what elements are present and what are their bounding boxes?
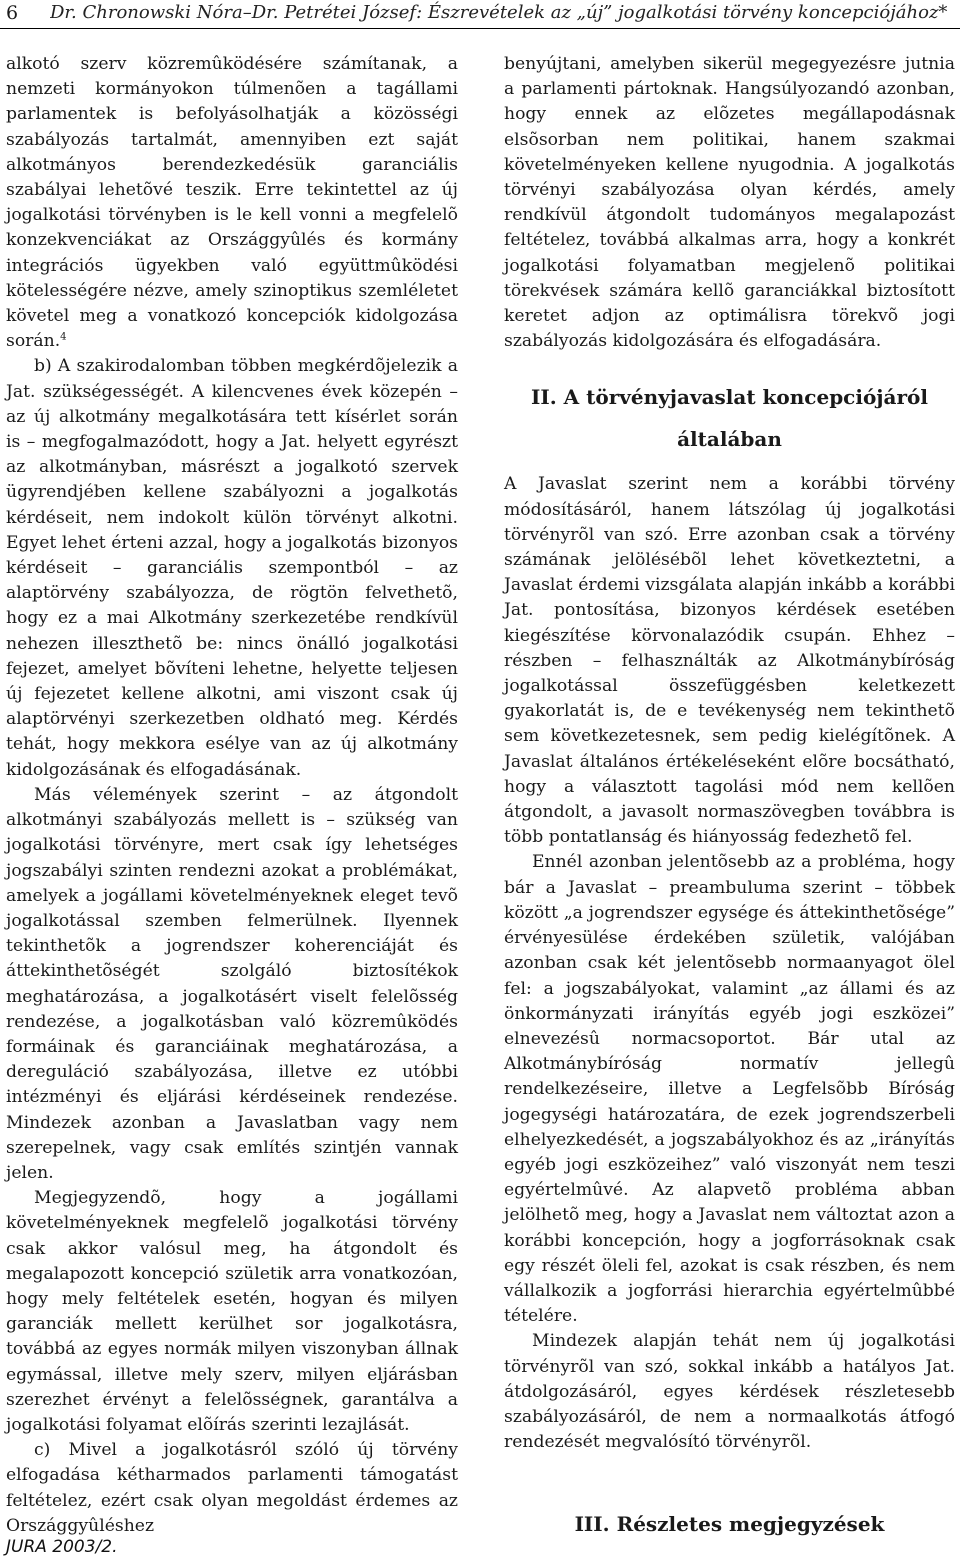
left-paragraph-4: Megjegyzendõ, hogy a jogállami követelményeknek megfelelõ jogalkotási törvény csak akkor valósul meg, ha átgondolt és megalapozott koncepció születik arra vonatkozóan, hogy mely feltételek esetén, hogyan és milyen garanciák mellett kerülhet sor jogalkotásra, továbbá az egyes normák milyen viszonyban állnak egymással, illetve mely szerv, milyen eljárásban szerezhet érvényt a felelõsségnek, garantálva a jogalkotási folyamat elõírás szerinti lezajlását. — [6, 1188, 458, 1435]
running-header-title: Dr. Chronowski Nóra–Dr. Petrétei József: Észrevételek az „új” jogalkotási törvény koncepciójához* — [50, 2, 948, 23]
header-rule — [0, 28, 960, 29]
right-paragraph-2: A Javaslat szerint nem a korábbi törvény módosításáról, hanem látszólag új jogalkotási törvényrõl van szó. Erre azonban csak a törvény számának jelölésébõl lehet következtetni, a Javaslat érdemi vizsgálata alapján inkább a korábbi Jat. pontosítása, bizonyos kérdések esetében kiegészítése körvonalazódik csupán. Ehhez – részben – felhasználták az Alkotmánybíróság jogalkotással összefüggésben keletkezett gyakorlatát is, de e tevékenység nem tekinthetõ sem következetesnek, sem pedig kielégítõnek. A Javaslat általános értékeléseként elõre bocsátható, hogy a választott tagolási mód nem kellõen átgondolt, a javasolt normaszövegben továbbra is több pontatlanság és hiányosság fedezhetõ fel. — [504, 474, 955, 848]
section-heading-2 — [504, 376, 955, 460]
footer-journal-label: JURA 2003/2. — [6, 1537, 118, 1557]
left-paragraph-2: b) A szakirodalomban többen megkérdõjelezik a Jat. szükségességét. A kilencvenes évek közepén – az új alkotmány megalkotására tett kísérlet során is – megfogalmazódott, hogy a Jat. helyett egyrészt az alkotmányban, másrészt a jogalkotó szervek ügyrendjében kellene szabályozni a jogalkotás kérdéseit, nem indokolt külön törvényt alkotni. Egyet lehet érteni azzal, hogy a jogalkotás bizonyos kérdéseit – garanciális szempontból – az alaptörvény szabályozza, de rögtön felvethetõ, hogy ez a mai Alkotmány szerkezetébe rendkívül nehezen illeszthetõ be: nincs önálló jogalkotási fejezet, amelyet bõvíteni lehetne, helyette teljesen új fejezetet kellene alkotni, ami viszont csak új alaptörvényi szerkezetben oldható meg. Kérdés tehát, hogy mekkora esélye van az új alkotmány kidolgozásának és elfogadásának. — [6, 356, 458, 780]
footnote-marker: 4 — [60, 331, 67, 343]
left-paragraph-5: c) Mivel a jogalkotásról szóló új törvény elfogadása kétharmados parlamenti támogatást feltételez, ezért csak olyan megoldást érdemes az Országgyûléshez — [6, 1440, 458, 1536]
right-paragraph-4: Mindezek alapján tehát nem új jogalkotási törvényrõl van szó, sokkal inkább a hatályos Jat. átdolgozásáról, egyes kérdések részletesebb szabályozásáról, de nem a normaalkotás átfogó rendezését megvalósító törvényrõl. — [504, 1331, 955, 1453]
left-paragraph-1 — [6, 52, 458, 354]
right-paragraph-3: Ennél azonban jelentõsebb az a probléma, hogy bár a Javaslat – preambuluma szerint – többek között „a jogrendszer egysége és áttekinthetõsége” érvényesülése érdekében születik, valójában azonban csak két jelentõsebb normaanyagot ölel fel: a jogszabályokat, valamint „az állami és az önkormányzati irányítás egyéb jogi eszközei” elnevezésû normacsoportot. Bár utal az Alkotmánybíróság normatív jellegû rendelkezéseire, illetve a Legfelsõbb Bíróság jogegységi határozatára, de ezek jogrendszerbeli elhelyezkedését, a jogszabályokhoz és az „irányítás egyéb jogi eszközeihez” való viszonyát nem teszi egyértelmûvé. Az alapvetõ probléma abban jelölhetõ meg, hogy a Javaslat nem változtat azon a korábbi koncepción, hogy a jogforrásoknak csak egy részét öleli fel, azokat is csak részben, és nem vállalkozik a jogforrási hierarchia egyértelmûbbé tételére. — [504, 852, 955, 1327]
left-paragraph-3: Más vélemények szerint – az átgondolt alkotmányi szabályozás mellett is – szükség van jogalkotási törvényre, mert csak így lehetséges jogszabályi szinten rendezni azokat a problémákat, amelyek a jogállami követelményeknek eleget tevõ jogalkotással szemben felmerülnek. Ilyennek tekinthetõk a jogrendszer koherenciáját és áttekinthetõségét szolgáló biztosítékok meghatározása, a jogalkotásért viselt felelõsség rendezése, a jogalkotásban való közremûködés formáinak és garanciáinak meghatározása, a dereguláció szabályozása, illetve ez utóbbi intézményi és eljárási kérdéseinek rendezése. Mindezek azonban a Javaslatban vagy nem szerepelnek, vagy csak említés szintjén vannak jelen. — [6, 784, 458, 1183]
right-column — [504, 52, 955, 1537]
left-column — [6, 52, 458, 1539]
page-number: 6 — [6, 2, 19, 24]
right-paragraph-1: benyújtani, amelyben sikerül megegyezésre jutnia a parlamenti pártoknak. Hangsúlyozandó azonban, hogy ennek az elõzetes megállapodásnak elsõsorban nem politikai, hanem szakmai követelményeken kellene nyugodnia. A jogalkotás törvényi szabályozása olyan kérdés, amely rendkívül átgondolt tudományos megalapozást feltételez, továbbá alkalmas arra, hogy a konkrét jogalkotási folyamatban megjelenõ politikai törekvések számára kellõ garanciákkal biztosított keretet adjon az optimálisra törekvõ jogi szabályozás kidolgozására és elfogadására. — [504, 54, 955, 352]
left-paragraph-1-text: alkotó szerv közremûködésére számítanak, a nemzeti kormányokon túlmenõen a tagállami parlamentek is befolyásolhatják a közösségi szabályozás tartalmát, amennyiben ezt saját alkotmányos berendezkedésük garanciális szabályai lehetõvé teszik. Erre tekintettel az új jogalkotási törvényben is le kell vonni a megfelelõ konzekvenciákat az Országgyûlés és kormány integrációs ügyekben való együttmûködési kötelességére nézve, amely szinoptikus szemléletet követel meg a vonatkozó koncepciók kidolgozása során. — [6, 54, 458, 352]
section-heading-3: III. Részletes megjegyzések — [574, 1512, 885, 1537]
section-heading-2-line-2: általában — [677, 427, 782, 452]
section-heading-2-line-1: II. A törvényjavaslat koncepciójáról — [531, 385, 928, 410]
